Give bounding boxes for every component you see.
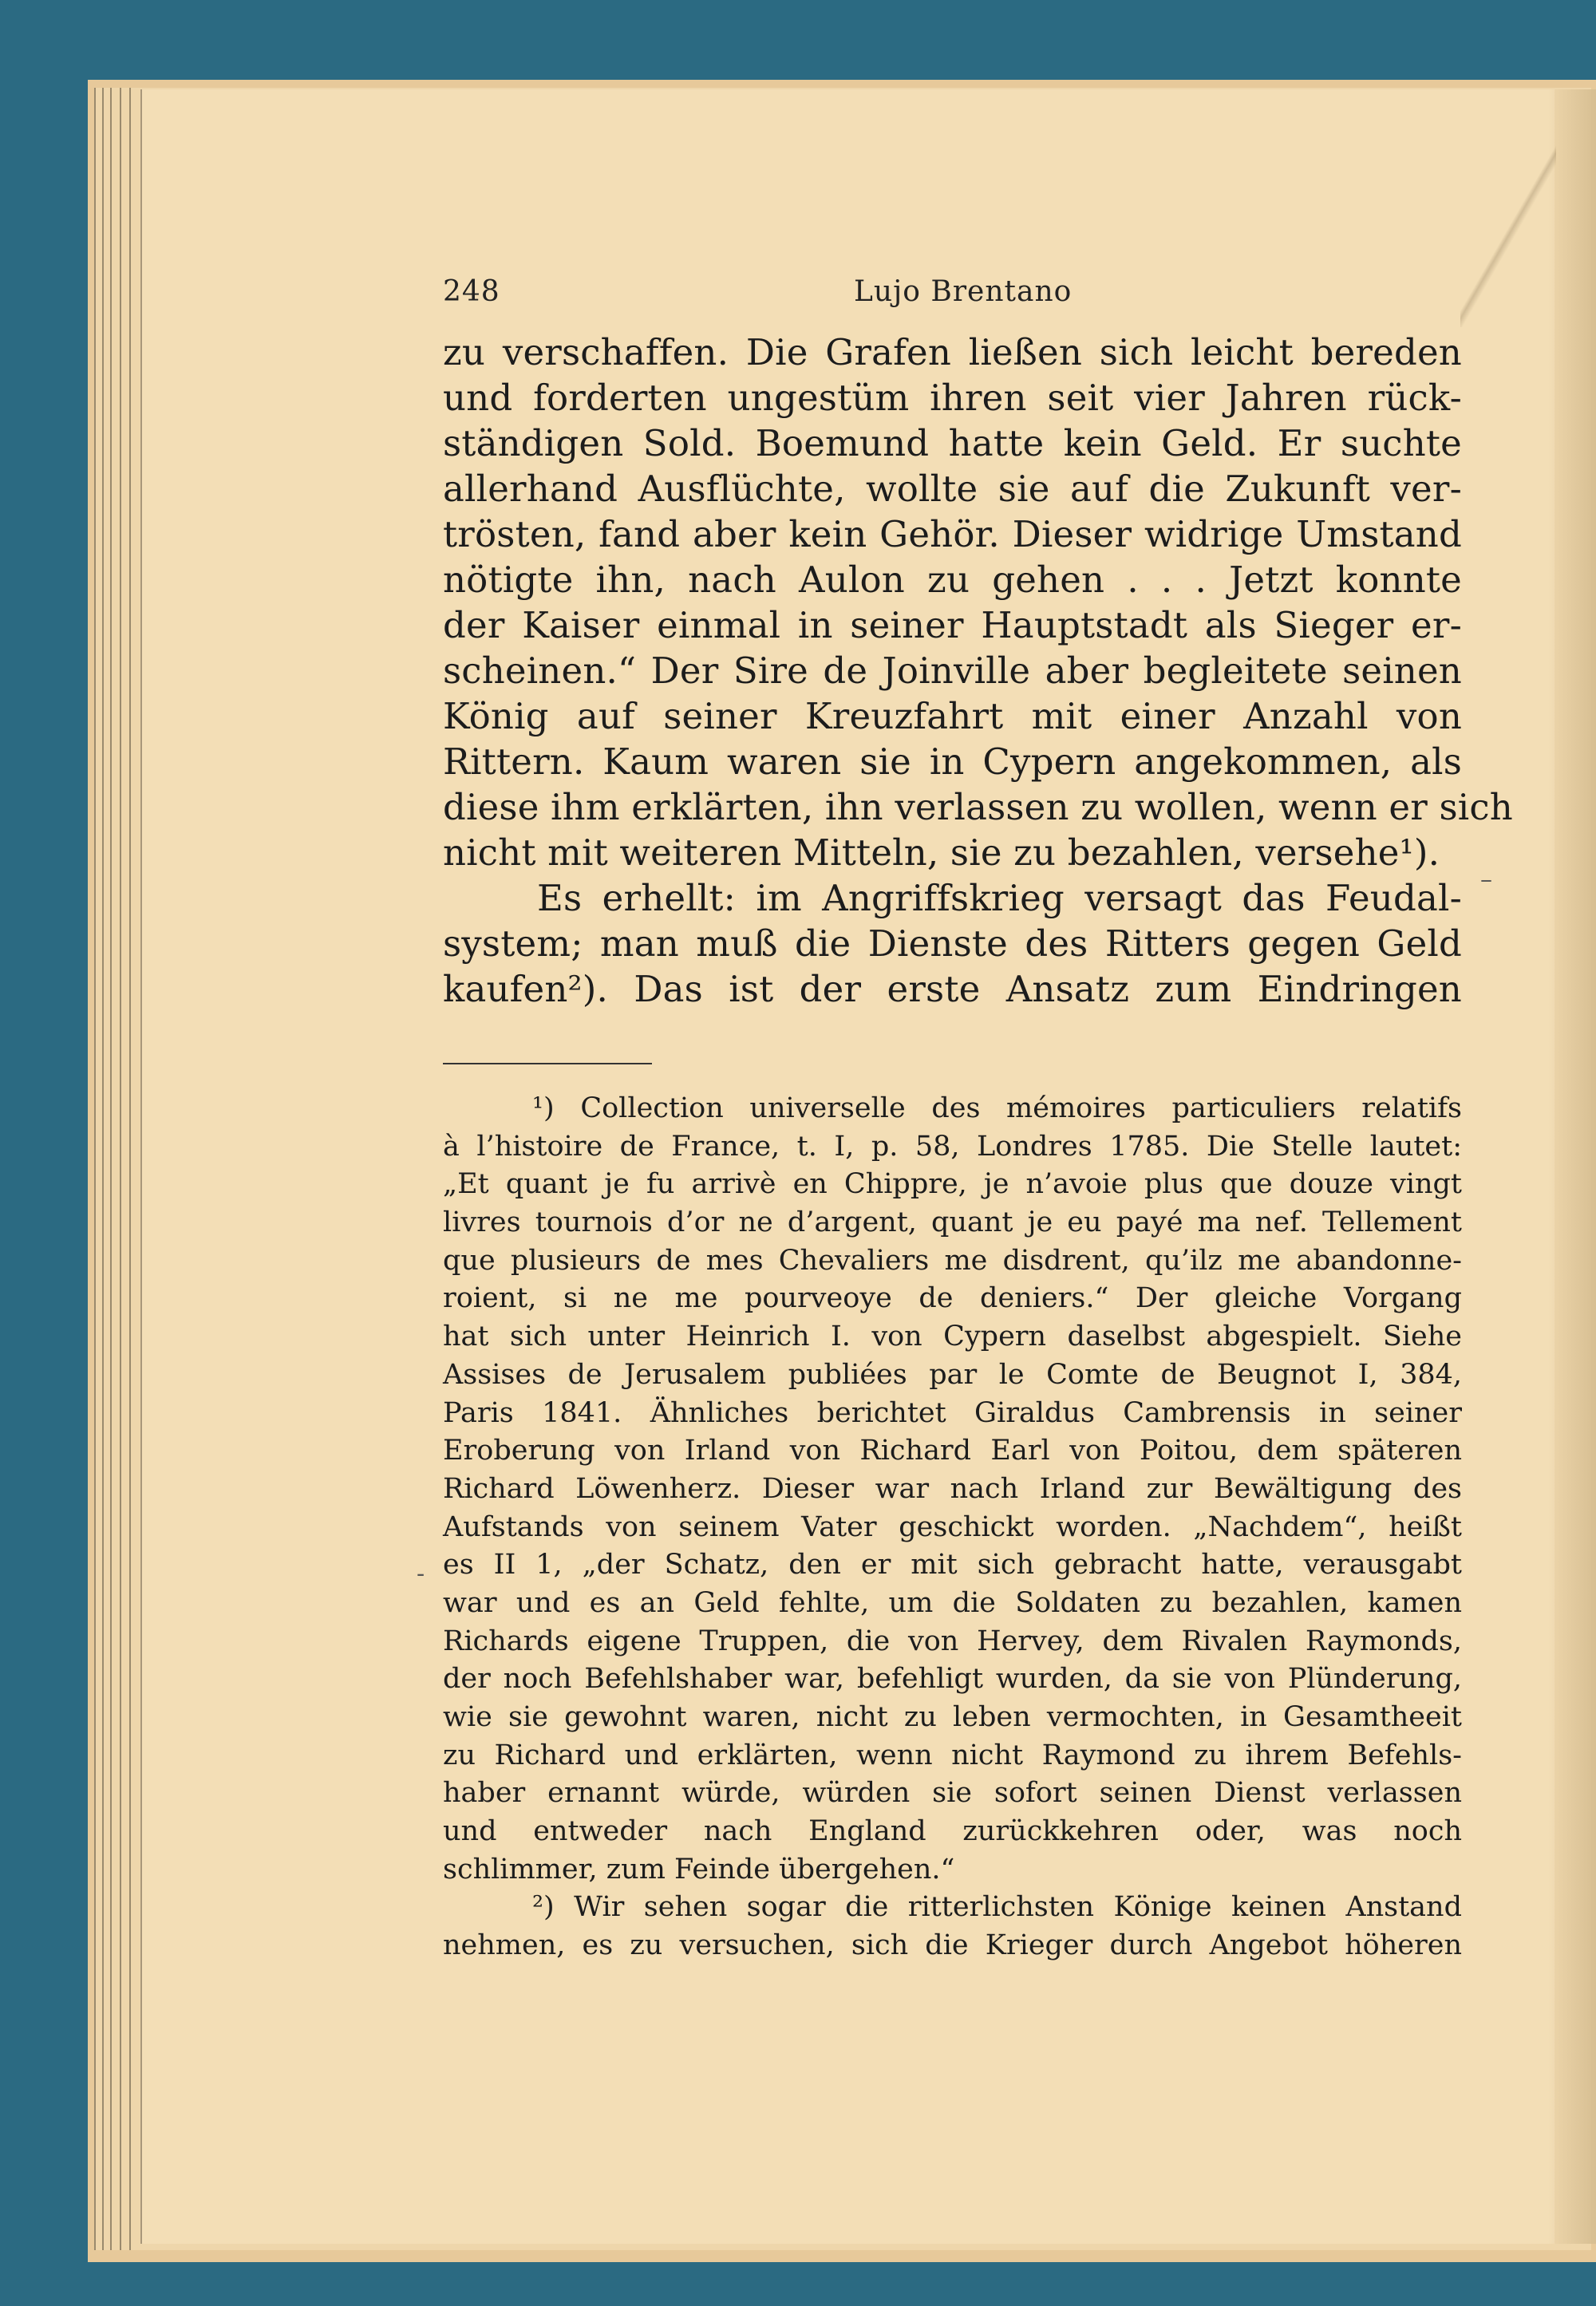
footnote-line: der noch Befehlshaber war, befehligt wurden, da sie von Plünderung, bbox=[443, 1663, 1462, 1696]
margin-pencil-dash: - bbox=[417, 1560, 425, 1588]
margin-pencil-dash: – bbox=[1480, 866, 1492, 894]
footnote-line: Paris 1841. Ähnliches berichtet Giraldus Cambrensis in seiner bbox=[443, 1396, 1462, 1429]
footnote-line: war und es an Geld fehlte, um die Soldaten zu bezahlen, kamen bbox=[443, 1586, 1462, 1619]
footnote-line: „Et quant je fu arrivè en Chippre, je n’avoie plus que douze vingt bbox=[443, 1168, 1462, 1201]
footnote-line: wie sie gewohnt waren, nicht zu leben vermochten, in Gesamtheeit bbox=[443, 1701, 1462, 1733]
running-head bbox=[443, 275, 1462, 315]
footnote-line: und entweder nach England zurückkehren oder, was noch bbox=[443, 1815, 1462, 1848]
text-line: nötigte ihn, nach Aulon zu gehen . . . Jetzt konnte bbox=[443, 559, 1462, 601]
footnote-line: Aufstands von seinem Vater geschickt worden. „Nachdem“, heißt bbox=[443, 1510, 1462, 1543]
text-line: nicht mit weiteren Mitteln, sie zu bezahlen, versehe¹). bbox=[443, 831, 1440, 874]
text-line: allerhand Ausflüchte, wollte sie auf die Zukunft ver- bbox=[443, 468, 1462, 510]
footnote-line: Richards eigene Truppen, die von Hervey, dem Rivalen Raymonds, bbox=[443, 1625, 1462, 1657]
footnote-line: schlimmer, zum Feinde übergehen.“ bbox=[443, 1853, 955, 1885]
footnote-line: Eroberung von Irland von Richard Earl von Poitou, dem späteren bbox=[443, 1435, 1462, 1467]
footnote-line: roient, si ne me pourveoye de deniers.“ Der gleiche Vorgang bbox=[443, 1282, 1462, 1315]
footnote-line: haber ernannt würde, würden sie sofort seinen Dienst verlassen bbox=[443, 1777, 1462, 1810]
text-line: zu verschaffen. Die Grafen ließen sich leicht bereden bbox=[443, 331, 1462, 373]
footnote-line: Richard Löwenherz. Dieser war nach Irland zur Bewältigung des bbox=[443, 1472, 1462, 1505]
text-line: trösten, fand aber kein Gehör. Dieser widrige Umstand bbox=[443, 513, 1462, 555]
text-line: und forderten ungestüm ihren seit vier Jahren rück- bbox=[443, 377, 1462, 419]
page-number: 248 bbox=[443, 275, 500, 308]
footnote-line: livres tournois d’or ne d’argent, quant je eu payé ma nef. Tellement bbox=[443, 1206, 1462, 1239]
gutter-shadow bbox=[1548, 89, 1596, 2244]
running-head-author: Lujo Brentano bbox=[854, 275, 1073, 308]
text-line: der Kaiser einmal in seiner Hauptstadt als Sieger er- bbox=[443, 604, 1462, 646]
footnote-separator bbox=[443, 1063, 652, 1064]
main-text bbox=[443, 330, 1513, 1012]
footnote-2-start: ²) Wir sehen sogar die ritterlichsten Könige keinen Anstand bbox=[532, 1891, 1462, 1924]
text-line: Rittern. Kaum waren sie in Cypern angekommen, als bbox=[443, 740, 1462, 783]
text-line: kaufen²). Das ist der erste Ansatz zum Eindringen bbox=[443, 968, 1462, 1010]
footnotes bbox=[443, 1090, 1462, 1965]
footnote-line: que plusieurs de mes Chevaliers me disdrent, qu’ilz me abandonne- bbox=[443, 1244, 1462, 1277]
footnote-1-start: ¹) Collection universelle des mémoires particuliers relatifs bbox=[532, 1092, 1462, 1124]
page-fold-crease bbox=[1460, 88, 1556, 327]
footnote-line: zu Richard und erklärten, wenn nicht Raymond zu ihrem Befehls- bbox=[443, 1739, 1462, 1771]
footnote-line: hat sich unter Heinrich I. von Cypern daselbst abgespielt. Siehe bbox=[443, 1321, 1462, 1353]
text-line: diese ihm erklärten, ihn verlassen zu wollen, wenn er sich bbox=[443, 786, 1513, 828]
text-line: system; man muß die Dienste des Ritters gegen Geld bbox=[443, 922, 1462, 965]
footnote-line: à l’histoire de France, t. I, p. 58, Londres 1785. Die Stelle lautet: bbox=[443, 1130, 1462, 1163]
text-line: scheinen.“ Der Sire de Joinville aber begleitete seinen bbox=[443, 650, 1462, 692]
paragraph-start-line: Es erhellt: im Angriffskrieg versagt das Feudal- bbox=[537, 877, 1462, 919]
footnote-line: es II 1, „der Schatz, den er mit sich gebracht hatte, verausgabt bbox=[443, 1549, 1462, 1581]
footnote-line: Assises de Jerusalem publiées par le Comte de Beugnot I, 384, bbox=[443, 1358, 1462, 1391]
text-line: ständigen Sold. Boemund hatte kein Geld. Er suchte bbox=[443, 422, 1462, 464]
text-line: König auf seiner Kreuzfahrt mit einer Anzahl von bbox=[443, 695, 1462, 737]
footnote-line: nehmen, es zu versuchen, sich die Krieger durch Angebot höheren bbox=[443, 1929, 1462, 1962]
